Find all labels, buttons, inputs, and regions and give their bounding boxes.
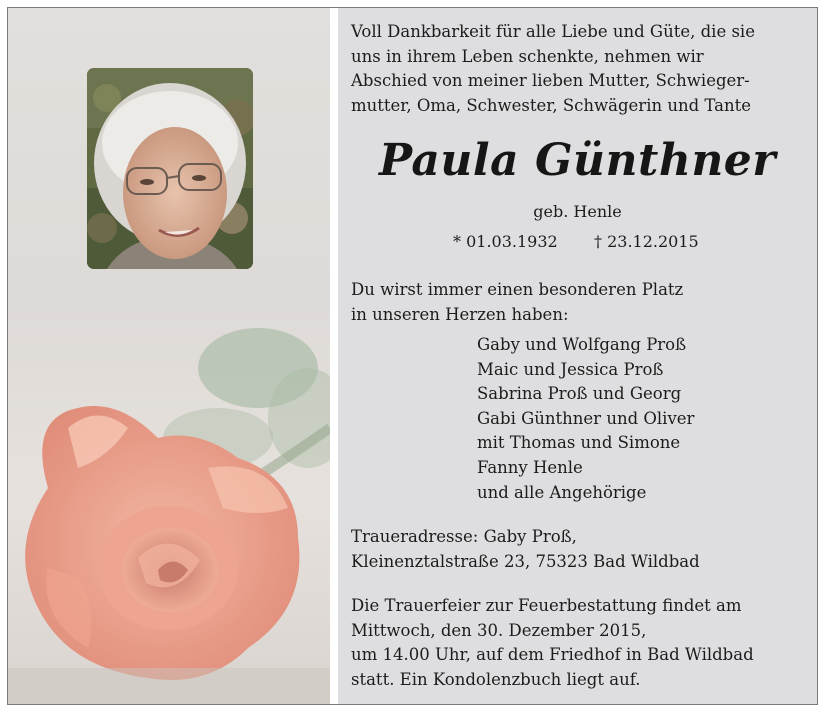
funeral-line: um 14.00 Uhr, auf dem Friedhof in Bad Wildbad [351,645,754,665]
mourner-item: Sabrina Proß und Georg [477,384,682,404]
funeral-line: Die Trauerfeier zur Feuerbestattung findet am [351,596,742,615]
intro-line: Voll Dankbarkeit für alle Liebe und Güte, die sie [351,22,755,41]
funeral-line: statt. Ein Kondolenzbuch liegt auf. [351,669,641,689]
deceased-name: Paula Günthner [379,135,776,186]
intro-line: mutter, Oma, Schwester, Schwägerin und Tante [351,95,751,115]
address-line: Traueradresse: Gaby Proß, [351,527,577,546]
image-panel [8,8,330,704]
rose-image [8,308,330,704]
mourners-list [477,333,694,505]
intro-line: Abschied von meiner lieben Mutter, Schwieger- [351,71,750,91]
address-line: Kleinenztalstraße 23, 75323 Bad Wildbad [351,551,700,571]
remembrance-line: Du wirst immer einen besonderen Platz [351,280,684,299]
birth-date: * 01.03.1932 [453,232,558,251]
mourning-address [351,525,700,574]
funeral-line: Mittwoch, den 30. Dezember 2015, [351,620,647,640]
remembrance-line: in unseren Herzen haben: [351,304,569,324]
remembrance-text [351,278,683,327]
mourner-item: Gabi Günthner und Oliver [477,408,695,428]
mourner-item: Maic und Jessica Proß [477,359,664,379]
portrait-photo [87,68,253,269]
death-date: † 23.12.2015 [594,232,699,251]
intro-line: uns in ihrem Leben schenkte, nehmen wir [351,46,704,66]
mourner-item: mit Thomas und Simone [477,433,681,453]
intro-text [351,20,755,118]
mourner-item: Gaby und Wolfgang Proß [477,335,687,354]
funeral-info [351,594,754,692]
mourner-item: Fanny Henle [477,457,583,477]
maiden-name: geb. Henle [533,202,622,221]
mourner-item: und alle Angehörige [477,482,647,502]
